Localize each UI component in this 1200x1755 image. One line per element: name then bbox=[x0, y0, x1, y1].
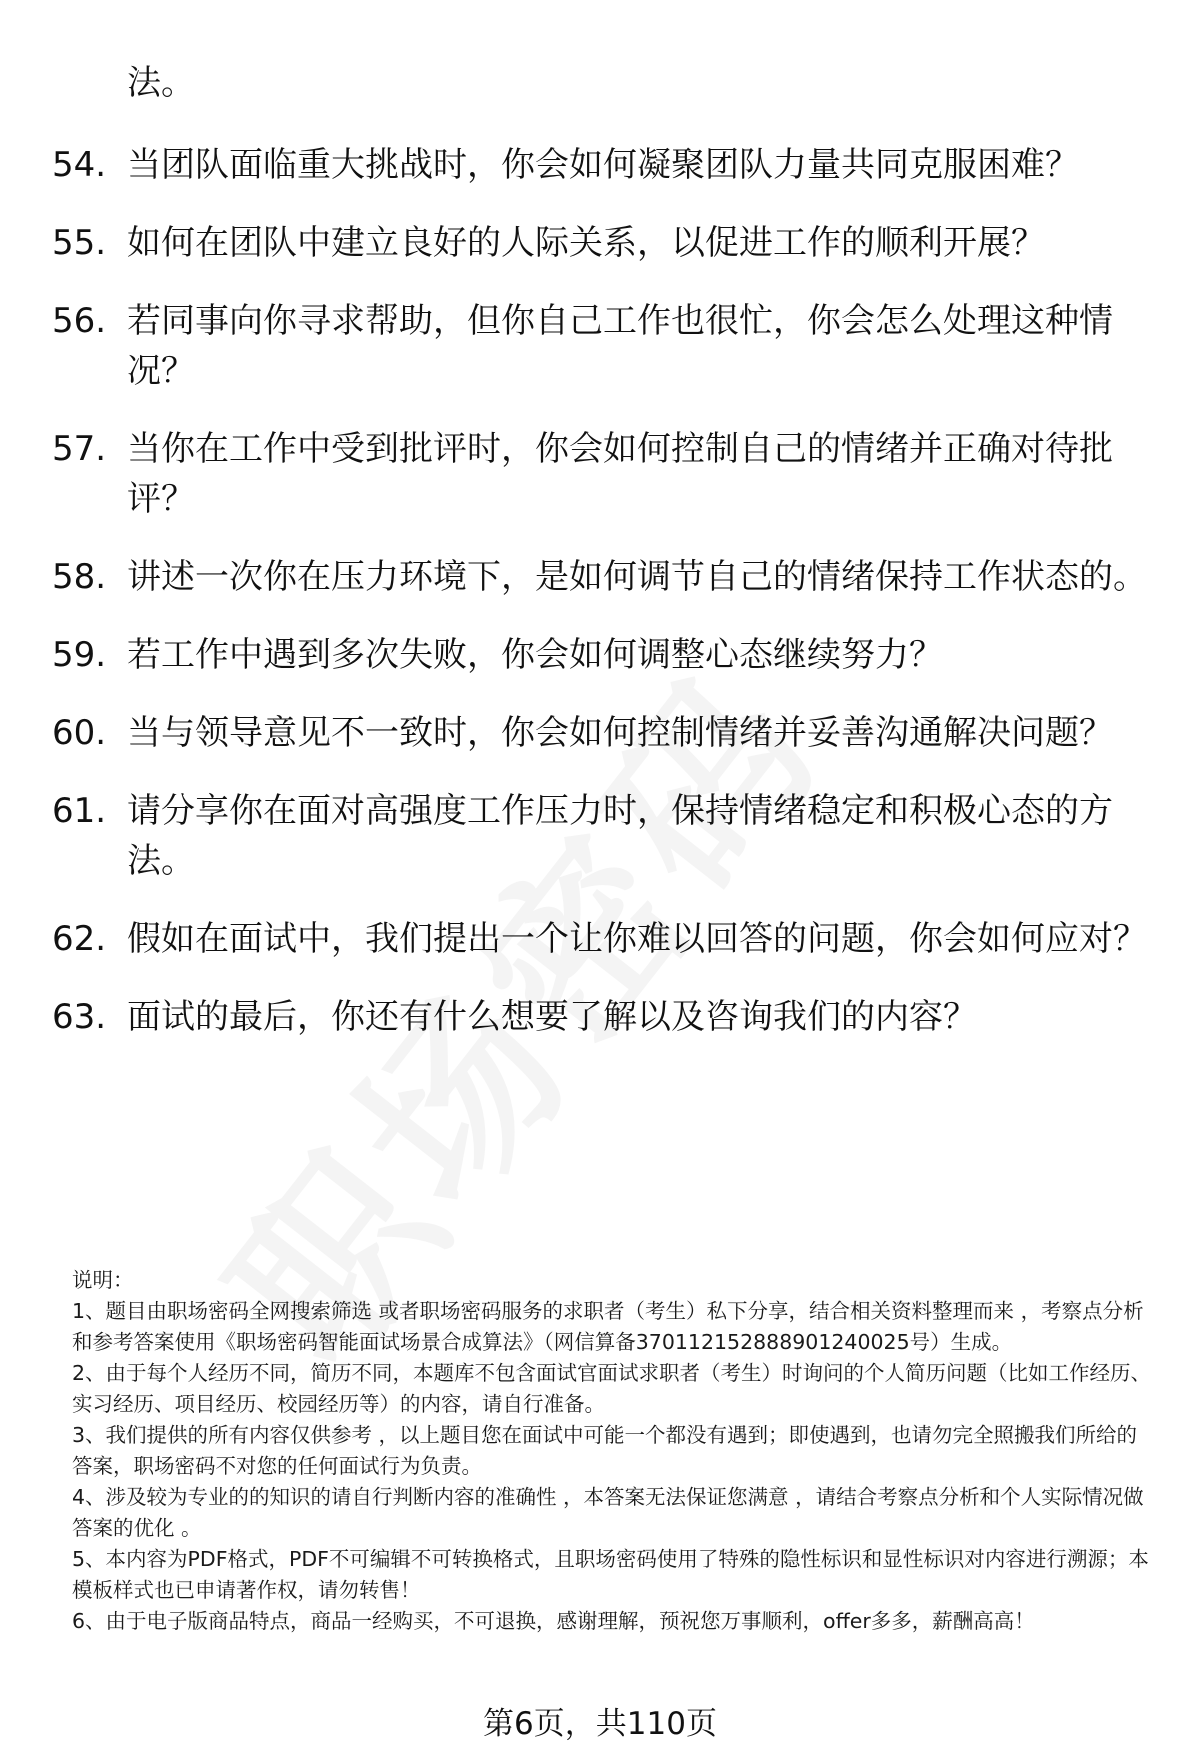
question-number: 57. bbox=[52, 429, 107, 469]
question-item bbox=[52, 914, 1152, 964]
notes-item: 2、由于每个人经历不同，简历不同，本题库不包含面试官面试求职者（考生）时询问的个人简历问题（比如工作经历、实习经历、项目经历、校园经历等）的内容，请自行准备。 bbox=[72, 1361, 1152, 1416]
question-item bbox=[52, 552, 1152, 602]
question-item bbox=[52, 992, 1152, 1042]
question-text: 讲述一次你在压力环境下，是如何调节自己的情绪保持工作状态的。 bbox=[127, 557, 1147, 597]
page-number: 第6页，共110页 bbox=[483, 1706, 717, 1742]
question-text: 面试的最后，你还有什么想要了解以及咨询我们的内容？ bbox=[127, 997, 977, 1037]
question-item bbox=[52, 140, 1152, 190]
question-item bbox=[52, 630, 1152, 680]
question-number: 60. bbox=[52, 713, 107, 753]
notes-item: 3、我们提供的所有内容仅供参考 ，以上题目您在面试中可能一个都没有遇到；即使遇到，也请勿完全照搬我们所给的答案，职场密码不对您的任何面试行为负责。 bbox=[72, 1423, 1138, 1478]
question-number: 59. bbox=[52, 635, 107, 675]
question-number: 62. bbox=[52, 919, 107, 959]
question-number: 54. bbox=[52, 145, 107, 185]
question-number: 55. bbox=[52, 223, 107, 263]
question-text: 若工作中遇到多次失败，你会如何调整心态继续努力？ bbox=[127, 635, 943, 675]
question-text: 假如在面试中，我们提出一个让你难以回答的问题，你会如何应对？ bbox=[127, 919, 1147, 959]
question-item bbox=[52, 708, 1152, 758]
question-text: 如何在团队中建立良好的人际关系，以促进工作的顺利开展？ bbox=[127, 223, 1045, 263]
notes-section bbox=[72, 1265, 1157, 1637]
question-list bbox=[52, 140, 1152, 1042]
continuation-text: 法。 bbox=[127, 63, 195, 103]
question-number: 63. bbox=[52, 997, 107, 1037]
question-item bbox=[52, 786, 1152, 886]
notes-item: 4、涉及较为专业的的知识的请自行判断内容的准确性 ，本答案无法保证您满意 ，请结合考察点分析和个人实际情况做答案的优化 。 bbox=[72, 1485, 1144, 1540]
question-item bbox=[52, 424, 1152, 524]
question-item bbox=[52, 218, 1152, 268]
question-text: 若同事向你寻求帮助，但你自己工作也很忙，你会怎么处理这种情况？ bbox=[127, 301, 1113, 391]
notes-item: 5、本内容为PDF格式，PDF不可编辑不可转换格式，且职场密码使用了特殊的隐性标识和显性标识对内容进行溯源；本模板样式也已申请著作权，请勿转售！ bbox=[72, 1547, 1149, 1602]
question-number: 58. bbox=[52, 557, 107, 597]
question-item bbox=[52, 296, 1152, 396]
question-text: 请分享你在面对高强度工作压力时，保持情绪稳定和积极心态的方法。 bbox=[127, 791, 1113, 881]
notes-heading: 说明： bbox=[72, 1268, 134, 1292]
question-text: 当团队面临重大挑战时，你会如何凝聚团队力量共同克服困难？ bbox=[127, 145, 1079, 185]
question-text: 当与领导意见不一致时，你会如何控制情绪并妥善沟通解决问题？ bbox=[127, 713, 1113, 753]
notes-item: 6、由于电子版商品特点，商品一经购买，不可退换，感谢理解，预祝您万事顺利，offer多多，薪酬高高！ bbox=[72, 1609, 1035, 1633]
question-number: 61. bbox=[52, 791, 107, 831]
notes-item: 1、题目由职场密码全网搜索筛选 或者职场密码服务的求职者（考生）私下分享，结合相关资料整理而来 ，考察点分析和参考答案使用《职场密码智能面试场景合成算法》（网信算备370112152888901240025号）生成。 bbox=[72, 1299, 1144, 1354]
question-number: 56. bbox=[52, 301, 107, 341]
question-text: 当你在工作中受到批评时，你会如何控制自己的情绪并正确对待批评？ bbox=[127, 429, 1113, 519]
